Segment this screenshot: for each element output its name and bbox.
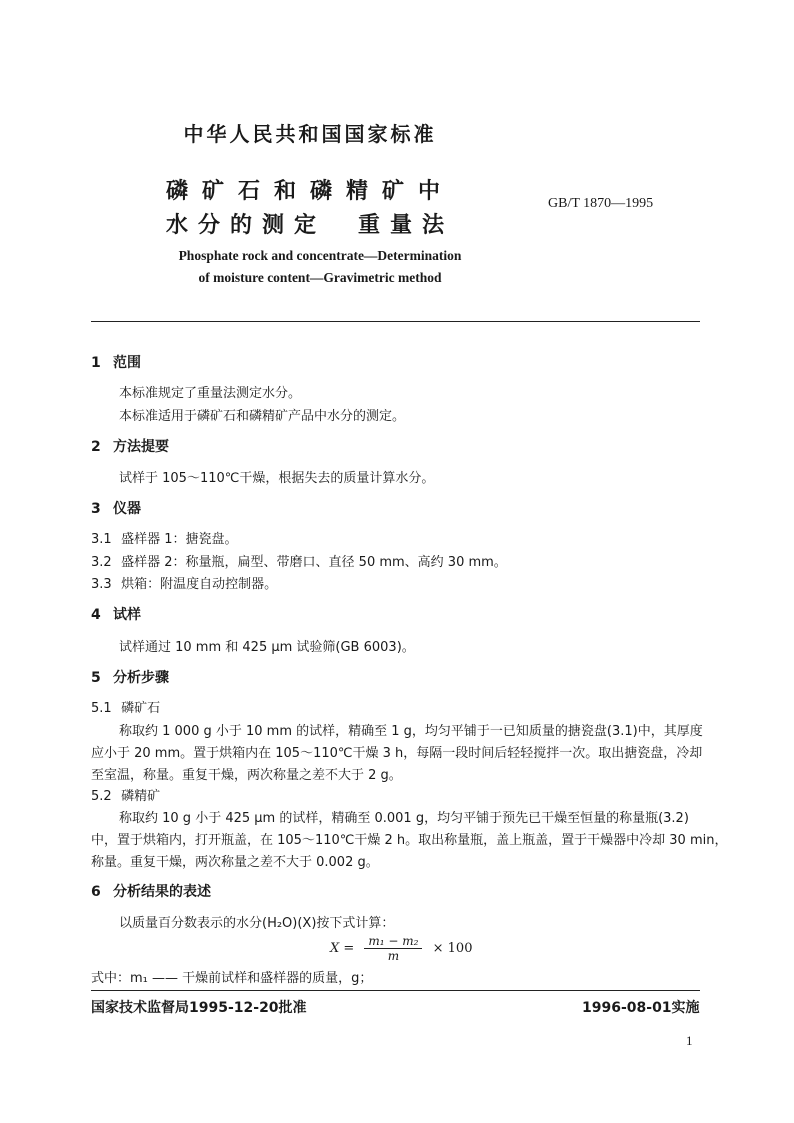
- standard-type-heading: 中华人民共和国国家标准: [183, 122, 437, 146]
- formula-numerator: m₁ − m₂: [364, 934, 422, 949]
- clause-5-2-line-2: 中，置于烘箱内，打开瓶盖，在 105～110℃干燥 2 h。取出称量瓶，盖上瓶盖，置于干燥器中冷却 30 min，: [91, 833, 728, 848]
- clause-5-1-line-1: 称取约 1 000 g 小于 10 mm 的试样，精确至 1 g，均匀平铺于一已知质量的搪瓷盘(3.1)中，其厚度: [119, 724, 703, 739]
- section-1-para-1: 本标准规定了重量法测定水分。: [119, 386, 302, 401]
- section-4-para-1: 试样通过 10 mm 和 425 μm 试验筛(GB 6003)。: [119, 640, 415, 655]
- clause-5-1-line-3: 至室温，称量。重复干燥，两次称量之差不大于 2 g。: [91, 768, 402, 783]
- title-cn-line1: 磷矿石和磷精矿中: [165, 179, 454, 204]
- title-en-line2: of moisture content—Gravimetric method: [198, 270, 442, 285]
- implementation-date: 1996-08-01实施: [582, 1000, 700, 1016]
- clause-3-2: 3.2 盛样器 2：称量瓶，扁型、带磨口、直径 50 mm、高约 30 mm。: [91, 555, 507, 570]
- section-6-para-1: 以质量百分数表示的水分(H₂O)(X)按下式计算：: [119, 916, 395, 931]
- formula-denominator: m: [387, 949, 400, 963]
- header-divider: [91, 321, 700, 322]
- clause-3-3: 3.3 烘箱：附温度自动控制器。: [91, 577, 278, 592]
- title-en-line1: Phosphate rock and concentrate—Determination: [178, 248, 462, 263]
- clause-5-2-heading: 5.2 磷精矿: [91, 789, 161, 804]
- section-2-heading: 2 方法提要: [91, 439, 169, 455]
- clause-5-2-line-1: 称取约 10 g 小于 425 μm 的试样，精确至 0.001 g，均匀平铺于预先已干燥至恒量的称量瓶(3.2): [119, 811, 689, 826]
- title-cn-line2: 水分的测定 重量法: [165, 213, 454, 238]
- approval-date: 国家技术监督局1995-12-20批准: [91, 1000, 307, 1016]
- section-5-heading: 5 分析步骤: [91, 670, 169, 686]
- section-1-para-2: 本标准适用于磷矿石和磷精矿产品中水分的测定。: [119, 409, 406, 424]
- clause-5-1-line-2: 应小于 20 mm。置于烘箱内在 105～110℃干燥 3 h，每隔一段时间后轻轻搅拌一次。取出搪瓷盘，冷却: [91, 746, 703, 761]
- formula-rhs: × 100: [432, 941, 473, 956]
- formula-where-line: 式中：m₁ —— 干燥前试样和盛样器的质量，g；: [91, 971, 373, 986]
- moisture-formula: [330, 934, 472, 963]
- footer-divider: [91, 990, 700, 991]
- section-2-para-1: 试样于 105～110℃干燥，根据失去的质量计算水分。: [119, 471, 435, 486]
- section-6-heading: 6 分析结果的表述: [91, 884, 211, 900]
- section-1-heading: 1 范围: [91, 355, 141, 371]
- page-number: 1: [686, 1033, 693, 1048]
- section-4-heading: 4 试样: [91, 607, 141, 623]
- formula-fraction: [364, 934, 422, 963]
- standard-number: GB/T 1870—1995: [548, 196, 654, 211]
- clause-3-1: 3.1 盛样器 1：搪瓷盘。: [91, 532, 238, 547]
- section-3-heading: 3 仪器: [91, 501, 141, 517]
- clause-5-2-line-3: 称量。重复干燥，两次称量之差不大于 0.002 g。: [91, 855, 379, 870]
- formula-lhs: X =: [330, 941, 355, 956]
- clause-5-1-heading: 5.1 磷矿石: [91, 701, 161, 716]
